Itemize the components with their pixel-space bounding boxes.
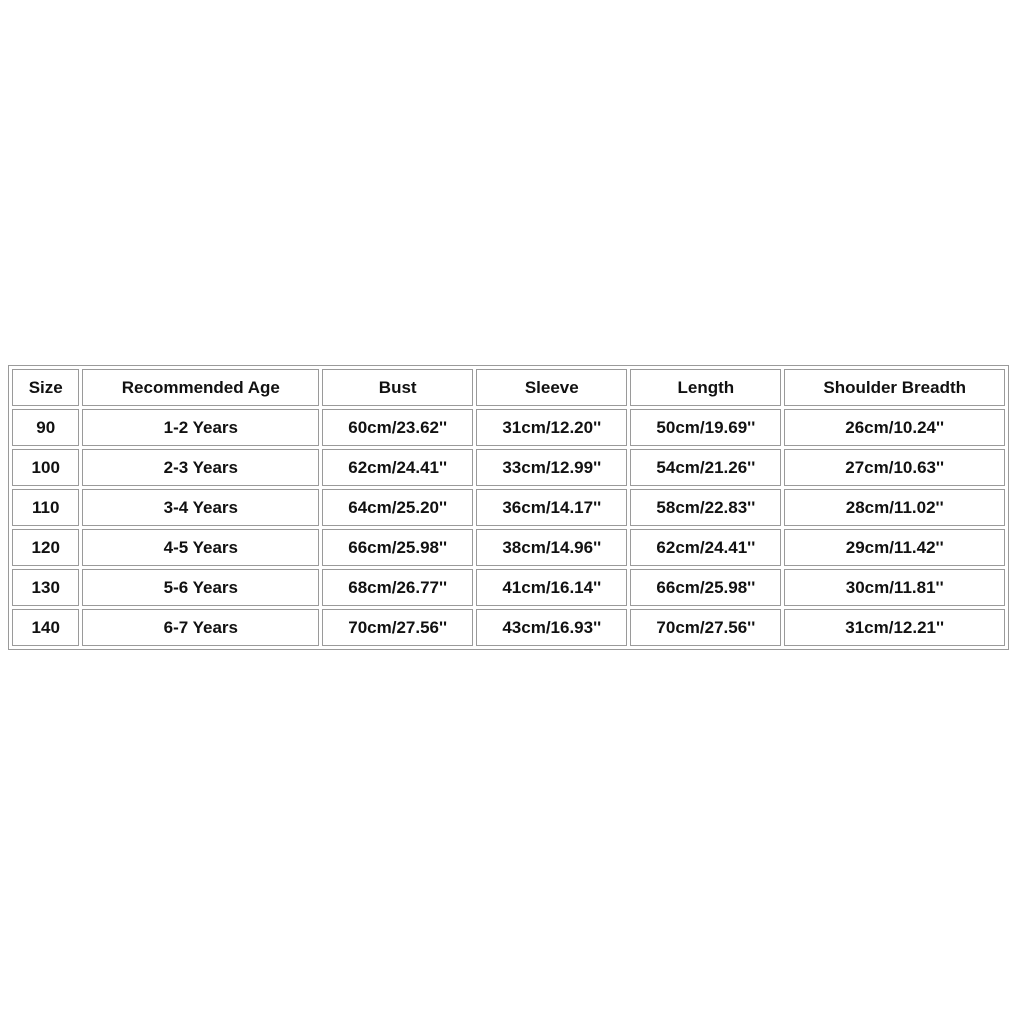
table-row [12, 609, 1005, 646]
cell-length: 70cm/27.56'' [630, 609, 781, 646]
cell-length: 54cm/21.26'' [630, 449, 781, 486]
cell-recommended-age: 3-4 Years [82, 489, 319, 526]
table-row [12, 529, 1005, 566]
size-chart-table [8, 365, 1009, 650]
header-bust: Bust [322, 369, 473, 406]
cell-sleeve: 31cm/12.20'' [476, 409, 627, 446]
cell-bust: 64cm/25.20'' [322, 489, 473, 526]
cell-sleeve: 33cm/12.99'' [476, 449, 627, 486]
cell-sleeve: 38cm/14.96'' [476, 529, 627, 566]
cell-shoulder-breadth: 31cm/12.21'' [784, 609, 1005, 646]
cell-recommended-age: 1-2 Years [82, 409, 319, 446]
header-recommended-age: Recommended Age [82, 369, 319, 406]
table-row [12, 449, 1005, 486]
cell-recommended-age: 6-7 Years [82, 609, 319, 646]
cell-sleeve: 41cm/16.14'' [476, 569, 627, 606]
cell-recommended-age: 5-6 Years [82, 569, 319, 606]
cell-bust: 68cm/26.77'' [322, 569, 473, 606]
header-sleeve: Sleeve [476, 369, 627, 406]
cell-bust: 60cm/23.62'' [322, 409, 473, 446]
table-row [12, 409, 1005, 446]
cell-size: 90 [12, 409, 79, 446]
cell-size: 120 [12, 529, 79, 566]
cell-shoulder-breadth: 30cm/11.81'' [784, 569, 1005, 606]
cell-recommended-age: 2-3 Years [82, 449, 319, 486]
cell-sleeve: 43cm/16.93'' [476, 609, 627, 646]
cell-shoulder-breadth: 29cm/11.42'' [784, 529, 1005, 566]
cell-shoulder-breadth: 27cm/10.63'' [784, 449, 1005, 486]
cell-bust: 70cm/27.56'' [322, 609, 473, 646]
cell-bust: 66cm/25.98'' [322, 529, 473, 566]
cell-size: 140 [12, 609, 79, 646]
header-size: Size [12, 369, 79, 406]
cell-length: 66cm/25.98'' [630, 569, 781, 606]
cell-recommended-age: 4-5 Years [82, 529, 319, 566]
cell-size: 110 [12, 489, 79, 526]
cell-bust: 62cm/24.41'' [322, 449, 473, 486]
header-length: Length [630, 369, 781, 406]
header-row [12, 369, 1005, 406]
header-shoulder-breadth: Shoulder Breadth [784, 369, 1005, 406]
cell-length: 50cm/19.69'' [630, 409, 781, 446]
cell-size: 130 [12, 569, 79, 606]
cell-length: 58cm/22.83'' [630, 489, 781, 526]
cell-sleeve: 36cm/14.17'' [476, 489, 627, 526]
cell-shoulder-breadth: 26cm/10.24'' [784, 409, 1005, 446]
cell-length: 62cm/24.41'' [630, 529, 781, 566]
cell-size: 100 [12, 449, 79, 486]
table-row [12, 489, 1005, 526]
table-row [12, 569, 1005, 606]
cell-shoulder-breadth: 28cm/11.02'' [784, 489, 1005, 526]
